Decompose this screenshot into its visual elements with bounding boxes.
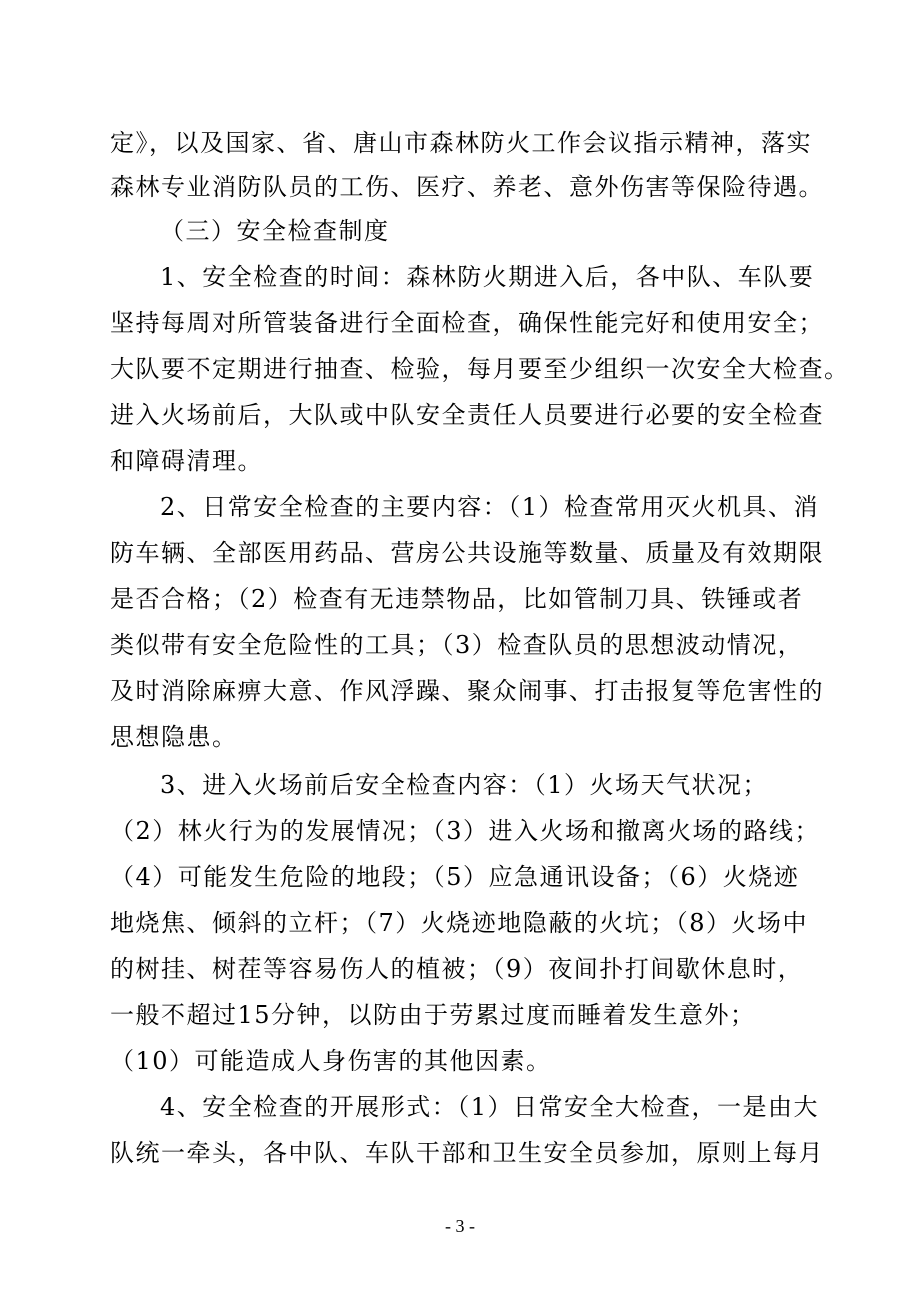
page-number: - 3 - bbox=[445, 1216, 475, 1236]
section-heading: （三）安全检查制度 bbox=[160, 217, 390, 245]
text-line: 定》，以及国家、省、唐山市森林防火工作会议指示精神，落实 bbox=[110, 129, 812, 157]
text-line: 进入火场前后，大队或中队安全责任人员要进行必要的安全检查 bbox=[110, 401, 824, 429]
text-line: 思想隐患。 bbox=[110, 723, 238, 751]
text-line: 一般不超过15分钟，以防由于劳累过度而睡着发生意外； bbox=[110, 1001, 756, 1029]
text-line: 1、安全检查的时间：森林防火期进入后，各中队、车队要 bbox=[160, 263, 815, 291]
text-line: （2）林火行为的发展情况；（3）进入火场和撤离火场的路线； bbox=[110, 817, 821, 845]
text-line: 的树挂、树茬等容易伤人的植被；（9）夜间扑打间歇休息时， bbox=[110, 955, 804, 983]
text-line: 4、安全检查的开展形式：（1）日常安全大检查，一是由大 bbox=[160, 1093, 820, 1121]
text-line: 地烧焦、倾斜的立杆；（7）火烧迹地隐蔽的火坑；（8）火场中 bbox=[110, 909, 809, 937]
text-line: 2、日常安全检查的主要内容：（1）检查常用灭火机具、消 bbox=[160, 493, 820, 521]
text-line: 3、进入火场前后安全检查内容：（1）火场天气状况； bbox=[160, 771, 769, 799]
text-line: 坚持每周对所管装备进行全面检查，确保性能完好和使用安全； bbox=[110, 309, 824, 337]
text-line: （10）可能造成人身伤害的其他因素。 bbox=[110, 1047, 552, 1075]
text-line: 大队要不定期进行抽查、检验，每月要至少组织一次安全大检查。 bbox=[110, 355, 850, 383]
text-line: 类似带有安全危险性的工具；（3）检查队员的思想波动情况， bbox=[110, 631, 804, 659]
text-line: 和障碍清理。 bbox=[110, 447, 263, 475]
text-line: 森林专业消防队员的工伤、医疗、养老、意外伤害等保险待遇。 bbox=[110, 173, 824, 201]
text-line: 是否合格；（2）检查有无违禁物品，比如管制刀具、铁锤或者 bbox=[110, 585, 804, 613]
text-line: 防车辆、全部医用药品、营房公共设施等数量、质量及有效期限 bbox=[110, 539, 824, 567]
text-line: （4）可能发生危险的地段；（5）应急通讯设备；（6）火烧迹 bbox=[110, 863, 800, 891]
text-line: 及时消除麻痹大意、作风浮躁、聚众闹事、打击报复等危害性的 bbox=[110, 677, 824, 705]
text-line: 队统一牵头，各中队、车队干部和卫生安全员参加，原则上每月 bbox=[110, 1139, 824, 1167]
